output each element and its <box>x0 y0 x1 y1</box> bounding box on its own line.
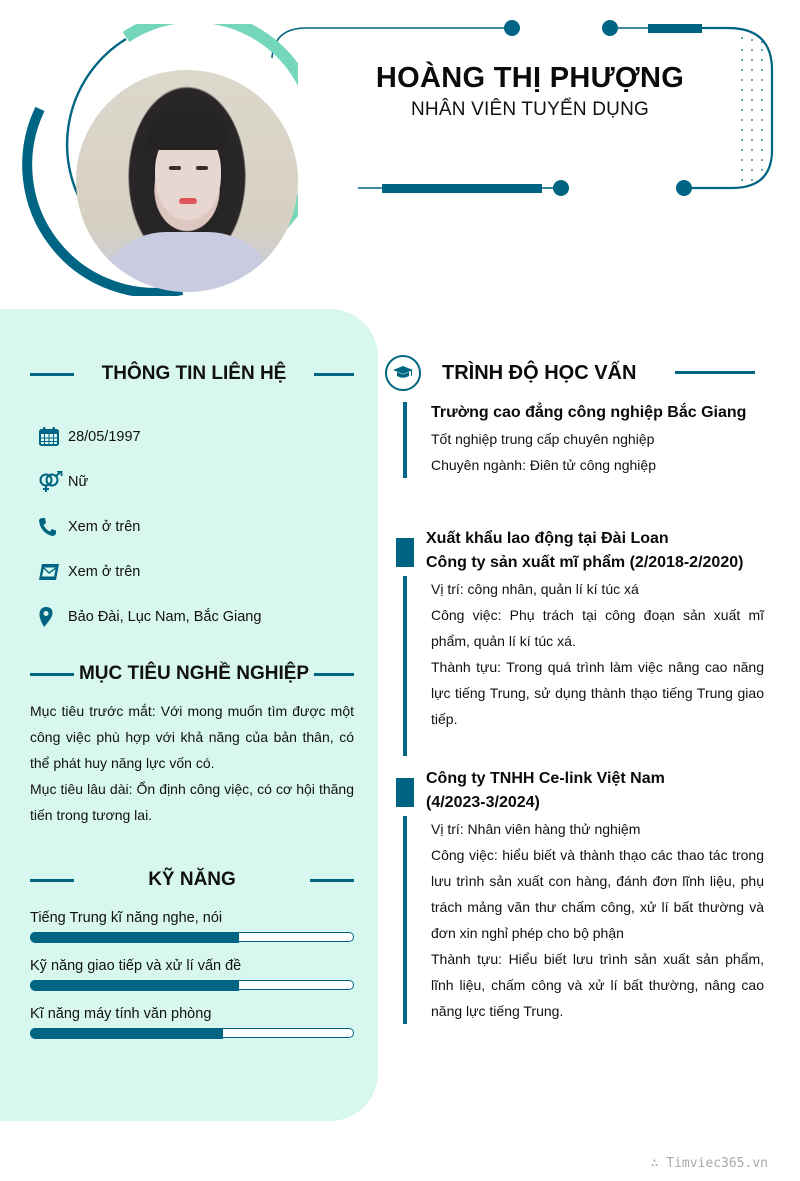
experience-title <box>426 767 665 815</box>
experience-achievements: Thành tựu: Trong quá trình làm việc nâng cao năng lực tiếng Trung, sử dụng thành thạo tiếng Trung giao tiếp. <box>431 659 764 727</box>
skill-label: Kĩ năng máy tính văn phòng <box>30 1006 212 1022</box>
graduation-cap-icon <box>385 355 421 391</box>
experience-marker <box>396 538 414 567</box>
heading-divider-left <box>30 673 74 676</box>
skills-heading-label: KỸ NĂNG <box>148 869 236 890</box>
skill-progress-bar <box>30 932 354 942</box>
education-degree: Tốt nghiệp trung cấp chuyên nghiệp <box>431 431 655 447</box>
experience-timeline-bar <box>403 576 407 756</box>
location-icon <box>38 605 68 629</box>
experience-title-line2: (4/2023-3/2024) <box>426 794 540 811</box>
calendar-icon <box>38 425 68 449</box>
heading-divider-right <box>314 373 354 376</box>
skill-progress-bar <box>30 980 354 990</box>
phone-icon <box>38 515 68 539</box>
contact-list <box>38 414 261 639</box>
job-title: NHÂN VIÊN TUYỂN DỤNG <box>410 99 649 120</box>
experience-position: Vị trí: công nhân, quản lí kí túc xá <box>431 581 639 597</box>
experience-duties: Công việc: hiểu biết và thành thạo các thao tác trong lưu trình sản xuất con hàng, đánh đơn lĩnh liệu, phụ trách mảng văn thư chấm công, xử lí bất thường và đơn xin nghỉ phép cho bộ phận <box>431 847 764 941</box>
education-school: Trường cao đẳng công nghiệp Bắc Giang <box>431 404 747 421</box>
experience-position: Vị trí: Nhân viên hàng thử nghiệm <box>431 821 641 837</box>
email-value: Xem ở trên <box>68 563 141 580</box>
profile-photo <box>76 70 298 292</box>
skill-label: Kỹ năng giao tiếp và xử lí vấn đề <box>30 958 242 974</box>
experience-marker <box>396 778 414 807</box>
skills-section-heading <box>30 868 354 892</box>
name-block <box>360 62 700 121</box>
contact-heading-label: THÔNG TIN LIÊN HỆ <box>101 363 287 384</box>
skill-item <box>30 958 354 990</box>
objective-long-term: Mục tiêu lâu dài: Ổn định công việc, có cơ hội thăng tiến trong tương lai. <box>30 781 354 823</box>
skill-progress-fill <box>30 932 239 943</box>
objective-short-term: Mục tiêu trước mắt: Với mong muốn tìm được một công việc phù hợp với khả năng của bản thân, có thể phát huy năng lực vốn có. <box>30 703 354 771</box>
profile-photo-frame <box>18 24 298 296</box>
experience-title-line1: Công ty TNHH Ce-link Việt Nam <box>426 770 665 787</box>
experience-title <box>426 527 743 575</box>
contact-item-gender <box>38 459 261 504</box>
objective-text <box>30 698 354 828</box>
watermark-link[interactable]: ∴ Timviec365.vn <box>650 1156 768 1171</box>
contact-section-heading <box>30 362 354 386</box>
heading-divider-right <box>675 371 755 374</box>
education-heading-label: TRÌNH ĐỘ HỌC VẤN <box>442 361 637 384</box>
education-timeline-bar <box>403 402 407 478</box>
contact-item-address <box>38 594 261 639</box>
contact-item-email <box>38 549 261 594</box>
objective-heading-label: MỤC TIÊU NGHỀ NGHIỆP <box>78 663 310 684</box>
experience-duties: Công việc: Phụ trách tại công đoạn sản xuất mĩ phẩm, quản lí kí túc xá. <box>431 607 764 649</box>
experience-details <box>431 816 764 1024</box>
experience-title-line1: Xuất khẩu lao động tại Đài Loan <box>426 530 669 547</box>
experience-details <box>431 576 764 732</box>
gender-icon <box>38 470 68 494</box>
education-section-heading <box>385 354 755 392</box>
education-major: Chuyên ngành: Điên tử công nghiệp <box>431 457 656 473</box>
heading-divider-right <box>314 673 354 676</box>
contact-item-phone <box>38 504 261 549</box>
candidate-name: HOÀNG THỊ PHƯỢNG <box>375 62 685 94</box>
birthdate-value: 28/05/1997 <box>68 428 141 445</box>
experience-timeline-bar <box>403 816 407 1024</box>
contact-item-birthdate <box>38 414 261 459</box>
experience-achievements: Thành tựu: Hiểu biết lưu trình sản xuất sản phẩm, lĩnh liệu, chấm công và xử lí bất thường, nâng cao năng lực tiếng Trung. <box>431 951 764 1019</box>
skill-progress-fill <box>30 980 239 991</box>
skill-item <box>30 1006 354 1038</box>
skill-item <box>30 910 354 942</box>
experience-title-line2: Công ty sản xuất mĩ phẩm (2/2018-2/2020) <box>426 554 744 571</box>
skill-progress-fill <box>30 1028 223 1039</box>
gender-value: Nữ <box>68 473 89 490</box>
heading-divider-right <box>310 879 354 882</box>
heading-divider-left <box>30 373 74 376</box>
skill-progress-bar <box>30 1028 354 1038</box>
objective-section-heading <box>30 662 354 686</box>
address-value: Bảo Đài, Lục Nam, Bắc Giang <box>68 608 262 625</box>
phone-value: Xem ở trên <box>68 518 141 535</box>
email-icon <box>38 560 68 584</box>
heading-divider-left <box>30 879 74 882</box>
skill-label: Tiếng Trung kĩ năng nghe, nói <box>30 910 223 926</box>
